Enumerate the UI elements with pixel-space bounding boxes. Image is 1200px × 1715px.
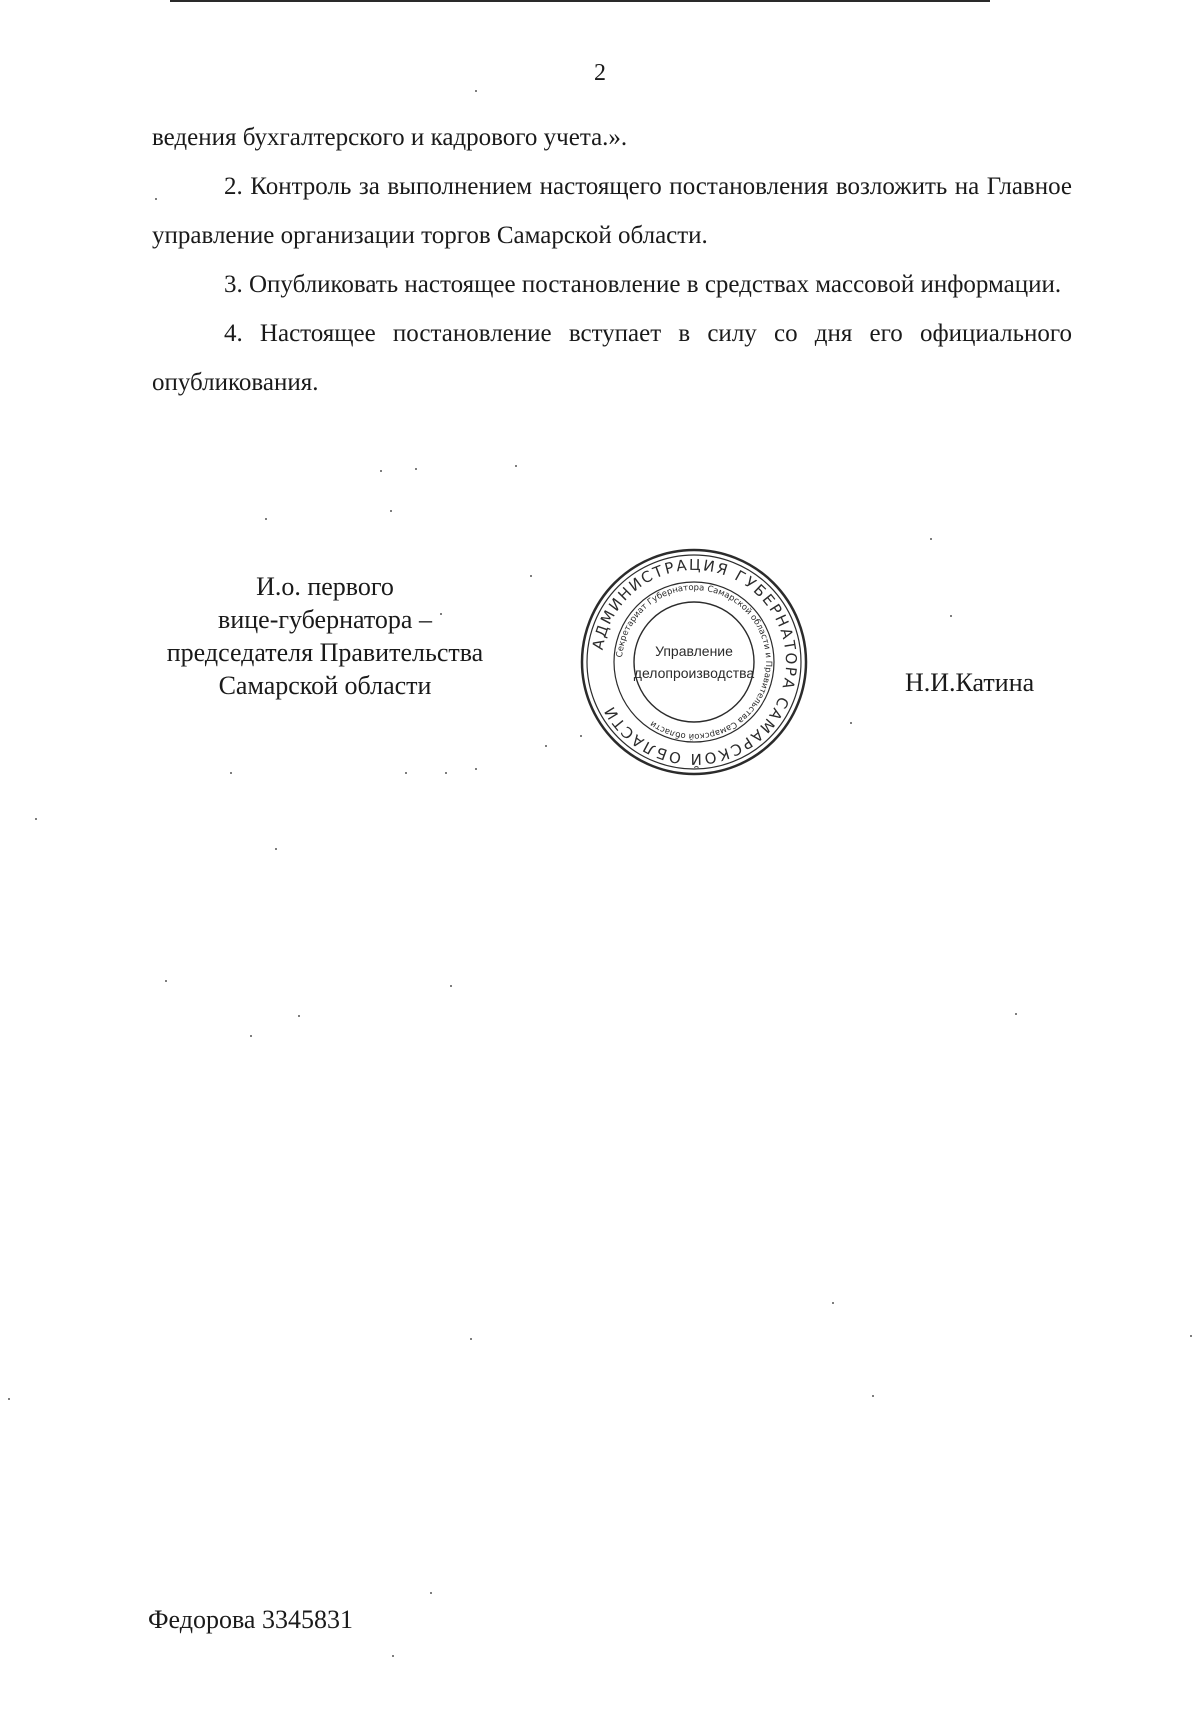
scan-speck: [430, 1592, 432, 1594]
scan-speck: [1015, 1013, 1017, 1015]
seal-middle-text: Секретариат Губернатора Самарской области и Правительства Самарской области: [615, 582, 774, 742]
scan-speck: [390, 510, 392, 512]
position-line: председателя Правительства: [166, 638, 484, 667]
scan-speck: [440, 613, 442, 615]
document-body: [152, 113, 1072, 407]
scan-speck: [275, 848, 277, 850]
scan-speck: [530, 575, 532, 577]
scan-speck: [265, 518, 267, 520]
signatory-position: [140, 570, 510, 702]
scan-speck: [450, 985, 452, 987]
page-number: 2: [594, 60, 606, 86]
scan-speck: [165, 980, 167, 982]
position-line: вице-губернатора –: [218, 605, 432, 634]
seal-inner-ring: [634, 602, 754, 722]
scan-speck: [415, 468, 417, 470]
top-border-line: [170, 0, 990, 2]
scan-speck: [405, 772, 407, 774]
seal-center-line-2: делопроизводства: [633, 665, 755, 681]
scan-speck: [930, 538, 932, 540]
scan-speck: [950, 615, 952, 617]
scan-speck: [872, 1395, 874, 1397]
scan-speck: [445, 772, 447, 774]
scan-speck: [475, 90, 477, 92]
scan-speck: [832, 1302, 834, 1304]
scan-speck: [475, 768, 477, 770]
seal-center-line-1: Управление: [655, 643, 733, 659]
scan-speck: [545, 745, 547, 747]
scan-speck: [155, 198, 157, 200]
scan-speck: [515, 465, 517, 467]
scan-speck: [470, 1338, 472, 1340]
paragraph-continuation: ведения бухгалтерского и кадрового учета.».: [152, 124, 628, 151]
scan-speck: [298, 1015, 300, 1017]
scan-speck: [1190, 1335, 1192, 1337]
scan-speck: [35, 818, 37, 820]
scan-speck: [230, 772, 232, 774]
scan-speck: [8, 1398, 10, 1400]
scan-speck: [580, 735, 582, 737]
official-seal-stamp: [578, 546, 810, 778]
scan-speck: [850, 722, 852, 724]
signer-name: Н.И.Катина: [905, 668, 1035, 697]
paragraph-3-publish: 3. Опубликовать настоящее постановление в средствах массовой информации.: [224, 271, 1062, 298]
scan-speck: [250, 1035, 252, 1037]
executor-info: Федорова 3345831: [148, 1605, 353, 1634]
scan-speck: [380, 470, 382, 472]
scan-speck: [392, 1655, 394, 1657]
position-line: И.о. первого: [256, 572, 394, 601]
seal-outer-text: АДМИНИСТРАЦИЯ ГУБЕРНАТОРА САМАРСКОЙ ОБЛАСТИ: [588, 555, 801, 769]
position-line: Самарской области: [218, 671, 432, 700]
paragraph-4-effective: 4. Настоящее постановление вступает в силу со дня его официального опубликования.: [152, 320, 1072, 396]
paragraph-2-control: 2. Контроль за выполнением настоящего постановления возложить на Главное управление организации торгов Самарской области.: [152, 173, 1072, 249]
seal-middle-ring: [614, 582, 774, 742]
